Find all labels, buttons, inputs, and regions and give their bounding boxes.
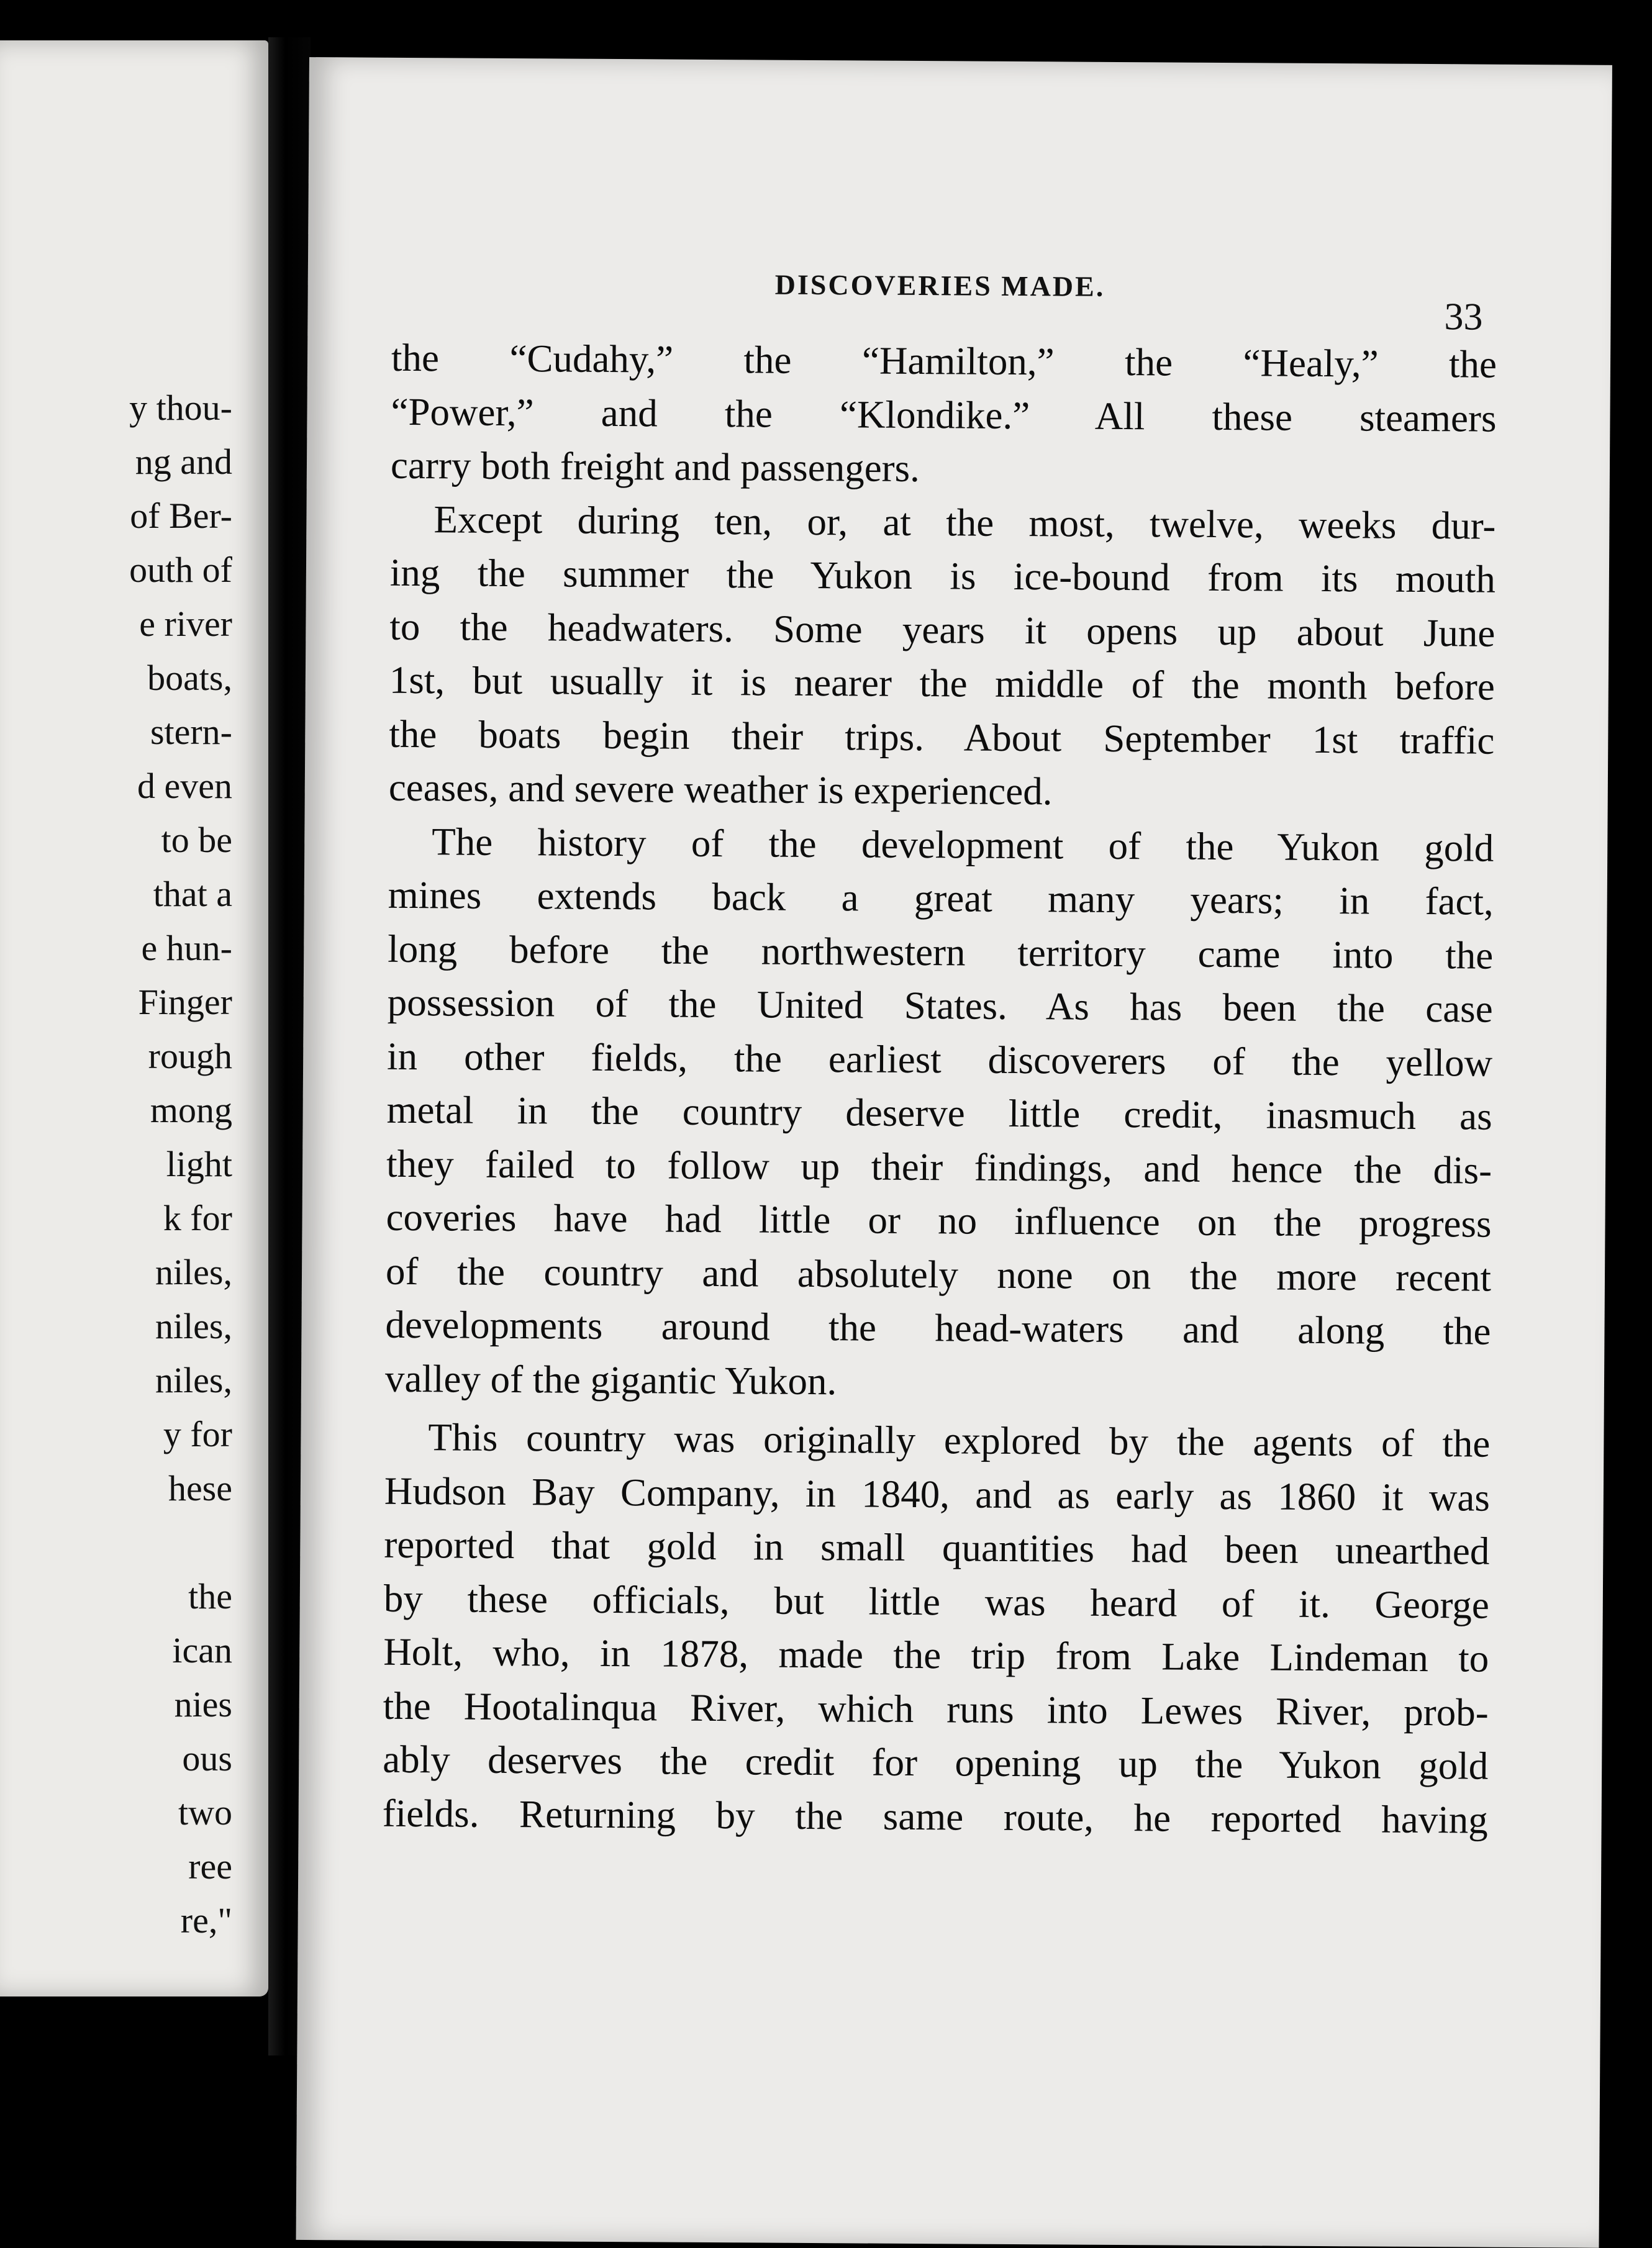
text-line: 1st, but usually it is nearer the middle of the month before	[389, 658, 1495, 709]
left-line: k for	[163, 1198, 232, 1238]
left-line: stern-	[150, 712, 232, 752]
right-page-edge	[1612, 87, 1652, 2241]
left-facing-page	[0, 40, 268, 1996]
left-line	[129, 1515, 232, 1569]
text-line: by these officials, but little was heard of it. George	[383, 1576, 1490, 1627]
left-line: the	[188, 1576, 232, 1616]
left-line: rough	[148, 1036, 232, 1076]
text-line: valley of the gigantic Yukon.	[384, 1356, 837, 1403]
text-line: to the headwaters. Some years it opens up about June	[389, 604, 1495, 655]
main-page	[296, 57, 1612, 2248]
left-line: ree	[188, 1846, 232, 1887]
text-line: long before the northwestern territory came into the	[388, 927, 1494, 977]
text-line: the Hootalinqua River, which runs into Lewes River, prob-	[383, 1684, 1489, 1734]
text-line: coveries have had little or no influence on the progress	[386, 1195, 1492, 1246]
text-line: ably deserves the credit for opening up the Yukon gold	[383, 1737, 1489, 1788]
text-line: the “Cudahy,” the “Hamilton,” the “Healy,” the	[391, 335, 1497, 386]
left-line: e hun-	[141, 928, 232, 968]
left-line: niles,	[155, 1252, 232, 1292]
left-line: e river	[139, 604, 232, 644]
text-line: carry both freight and passengers.	[390, 443, 920, 491]
left-page-text	[129, 381, 232, 1947]
text-line: developments around the head-waters and along the	[385, 1302, 1491, 1353]
left-line: outh of	[129, 550, 232, 590]
text-line: mines extends back a great many years; in fact,	[388, 872, 1494, 923]
left-line: that a	[153, 874, 232, 914]
text-line: The history of the development of the Yukon gold	[432, 819, 1494, 870]
left-line: two	[178, 1792, 232, 1833]
left-line: light	[166, 1144, 232, 1184]
running-head: DISCOVERIES MADE.	[774, 268, 1105, 302]
text-line: the boats begin their trips. About September 1st traffic	[389, 712, 1495, 763]
text-line: metal in the country deserve little credit, inasmuch as	[386, 1087, 1492, 1138]
left-line: re,"	[180, 1900, 232, 1941]
text-line: reported that gold in small quantities had been unearthed	[384, 1522, 1490, 1573]
left-line: nies	[174, 1684, 232, 1725]
left-line: y thou-	[129, 388, 232, 428]
page-number: 33	[1444, 296, 1483, 338]
left-line: ican	[172, 1630, 232, 1670]
text-line: ceases, and severe weather is experienced.	[388, 765, 1053, 814]
text-line: possession of the United States. As has been the case	[387, 980, 1493, 1031]
left-line: hese	[168, 1468, 232, 1508]
left-line: d even	[137, 766, 232, 806]
left-line: to be	[161, 820, 232, 860]
text-line: of the country and absolutely none on the more recent	[385, 1249, 1492, 1300]
text-line: they failed to follow up their findings, and hence the dis-	[386, 1141, 1492, 1192]
left-line: y for	[163, 1414, 232, 1454]
text-line: ing the summer the Yukon is ice-bound from its mouth	[389, 550, 1496, 601]
text-line: This country was originally explored by the agents of the	[428, 1415, 1491, 1466]
left-line: niles,	[155, 1360, 232, 1400]
left-line: boats,	[147, 658, 232, 698]
text-line: Hudson Bay Company, in 1840, and as early as 1860 it was	[384, 1469, 1491, 1520]
text-line: fields. Returning by the same route, he reported having	[382, 1791, 1488, 1842]
left-line: of Ber-	[130, 496, 232, 536]
left-line: ous	[182, 1738, 232, 1779]
left-line: Finger	[138, 982, 232, 1022]
left-line: niles,	[155, 1306, 232, 1346]
text-line: in other fields, the earliest discoverers of the yellow	[386, 1034, 1493, 1085]
text-line: Holt, who, in 1878, made the trip from Lake Lindeman to	[383, 1629, 1489, 1680]
body-text	[382, 331, 1497, 1847]
left-line: mong	[150, 1090, 232, 1130]
text-line: Except during ten, or, at the most, twelve, weeks dur-	[433, 497, 1496, 548]
left-line: ng and	[135, 442, 232, 482]
text-line: “Power,” and the “Klondike.” All these steamers	[391, 389, 1497, 440]
